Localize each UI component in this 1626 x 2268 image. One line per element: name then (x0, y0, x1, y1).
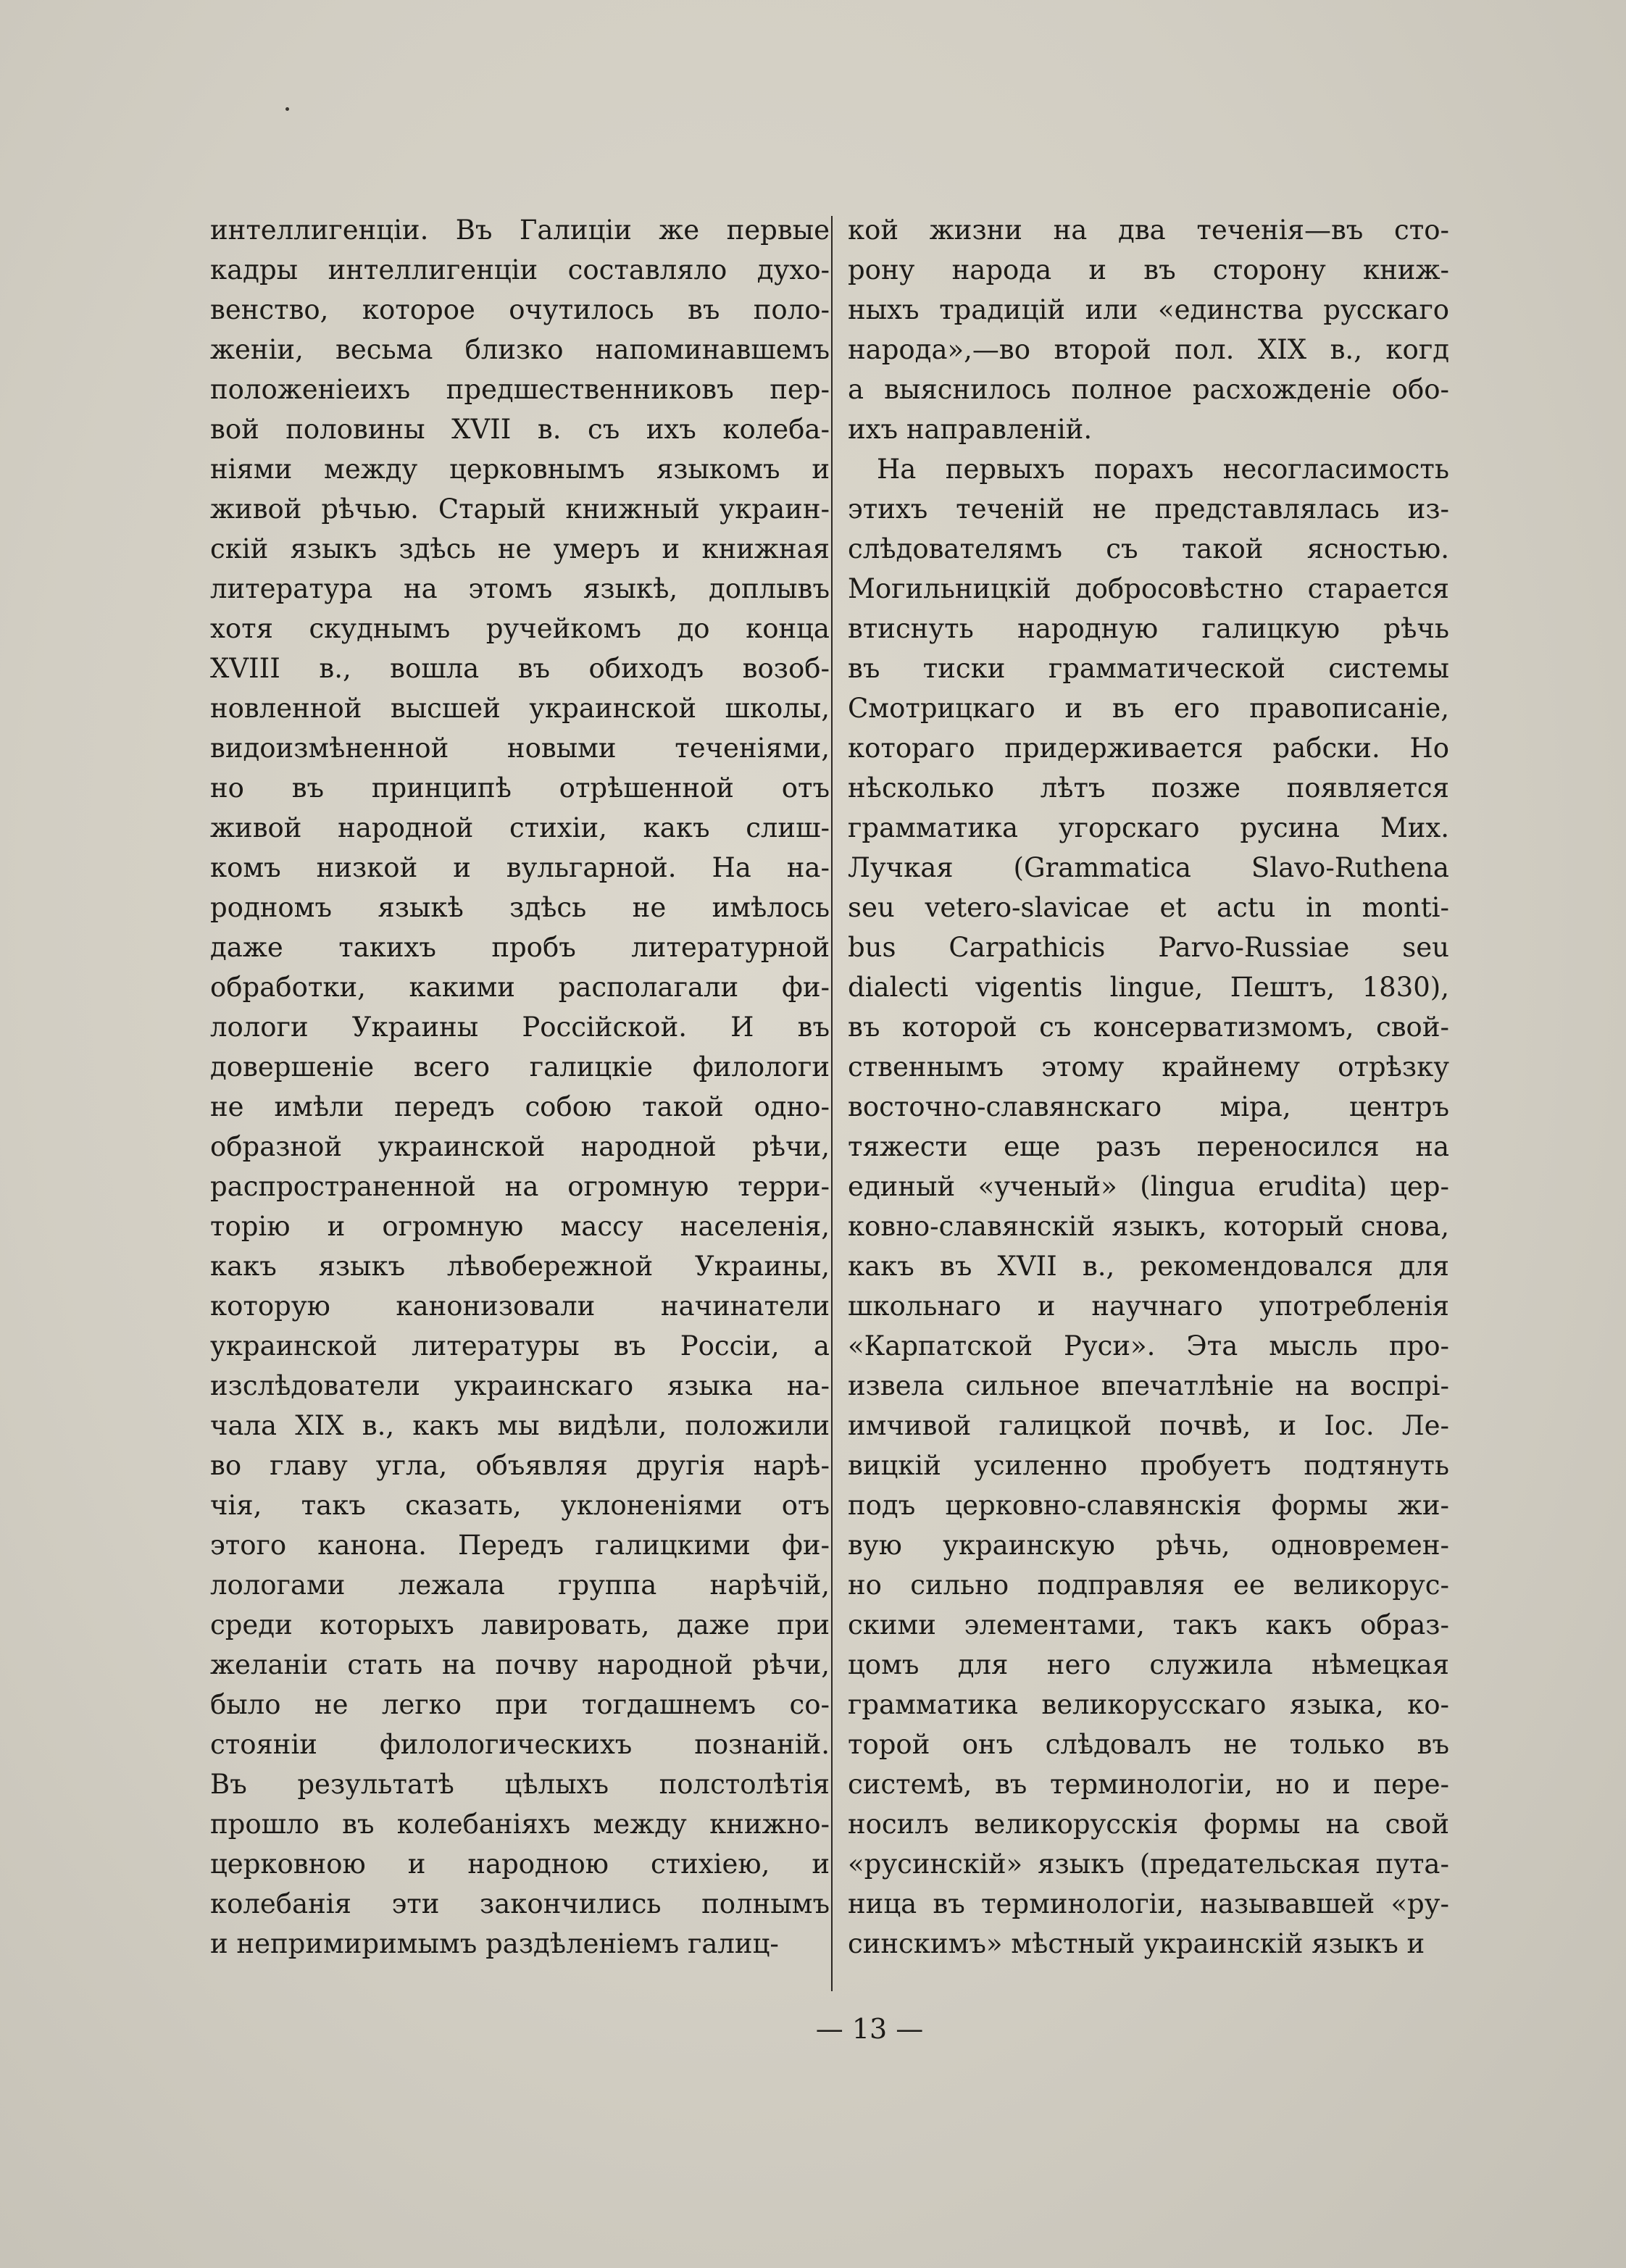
text-line: «Карпатской Руси». Эта мысль про- (848, 1330, 1449, 1362)
text-line: какъ въ XVII в., рекомендовался для (848, 1251, 1449, 1282)
text-line: церковною и народною стихіею, и (210, 1848, 830, 1880)
text-line: скій языкъ здѣсь не умеръ и книжная (210, 533, 830, 564)
text-line: торію и огромную массу населенія, (210, 1211, 830, 1242)
text-line: новленной высшей украинской школы, (210, 693, 830, 724)
text-line: ихъ направленій. (848, 414, 1093, 445)
text-line: хотя скуднымъ ручейкомъ до конца (210, 613, 830, 644)
text-line: этихъ теченій не представлялась из- (848, 493, 1449, 525)
text-line: имчивой галицкой почвѣ, и Іос. Ле- (848, 1410, 1449, 1441)
text-line: обработки, какими располагали фи- (210, 972, 830, 1003)
text-line: цомъ для него служила нѣмецкая (848, 1649, 1449, 1680)
text-line: и непримиримымъ раздѣленіемъ галиц- (210, 1928, 779, 1959)
text-line: ніями между церковнымъ языкомъ и (210, 454, 830, 485)
text-line: не имѣли передъ собою такой одно- (210, 1091, 830, 1122)
text-line: было не легко при тогдашнемъ со- (210, 1689, 830, 1720)
text-line: ственнымъ этому крайнему отрѣзку (848, 1051, 1449, 1083)
text-line: во главу угла, объявляя другія нарѣ- (210, 1450, 830, 1481)
text-line: seu vetero-slavicae et actu in monti- (848, 892, 1449, 923)
text-line: венство, которое очутилось въ поло- (210, 294, 830, 325)
text-line: рону народа и въ сторону книж- (848, 254, 1449, 285)
text-line: изслѣдователи украинскаго языка на- (210, 1370, 830, 1401)
text-line: bus Carpathicis Parvo-Russiae seu (848, 932, 1449, 963)
text-line: интеллигенціи. Въ Галиціи же первые (210, 214, 830, 246)
text-line: образной украинской народной рѣчи, (210, 1131, 830, 1162)
text-line: чія, такъ сказать, уклоненіями отъ (210, 1490, 830, 1521)
text-line: этого канона. Передъ галицкими фи- (210, 1530, 830, 1561)
text-line: школьнаго и научнаго употребленія (848, 1291, 1449, 1322)
left-text-column (210, 210, 830, 1964)
text-line: кадры интеллигенціи составляло духо- (210, 254, 830, 285)
text-line: XVIII в., вошла въ обиходъ возоб- (210, 653, 830, 684)
text-line: народа»,—во второй пол. XIX в., когд (848, 334, 1449, 365)
text-line: среди которыхъ лавировать, даже при (210, 1609, 830, 1640)
text-line: въ которой съ консерватизмомъ, свой- (848, 1012, 1449, 1043)
text-line: литература на этомъ языкѣ, доплывъ (210, 573, 830, 604)
text-line: какъ языкъ лѣвобережной Украины, (210, 1251, 830, 1282)
text-line: подъ церковно-славянскія формы жи- (848, 1490, 1449, 1521)
text-line: вую украинскую рѣчь, одновремен- (848, 1530, 1449, 1561)
text-line: слѣдователямъ съ такой ясностью. (848, 533, 1449, 564)
text-line: ныхъ традицій или «единства русскаго (848, 294, 1449, 325)
text-line: даже такихъ пробъ литературной (210, 932, 830, 963)
text-line: а выяснилось полное расхожденіе обо- (848, 374, 1449, 405)
text-line: скими элементами, такъ какъ образ- (848, 1609, 1449, 1640)
text-line: извела сильное впечатлѣніе на воспрі- (848, 1370, 1449, 1401)
text-line: Смотрицкаго и въ его правописаніе, (848, 693, 1449, 724)
text-line: грамматика угорскаго русина Мих. (848, 812, 1449, 843)
text-line: котораго придерживается рабски. Но (848, 733, 1449, 764)
text-line: втиснуть народную галицкую рѣчь (848, 613, 1449, 644)
text-line: желаніи стать на почву народной рѣчи, (210, 1649, 830, 1680)
text-line: прошло въ колебаніяхъ между книжно- (210, 1809, 830, 1840)
text-line: dialecti vigentis lingue, Пештъ, 1830), (848, 972, 1449, 1003)
text-line: синскимъ» мѣстный украинскій языкъ и (848, 1928, 1425, 1959)
text-line: грамматика великорусскаго языка, ко- (848, 1689, 1449, 1720)
right-text-column (848, 210, 1449, 1964)
text-line: нѣсколько лѣтъ позже появляется (848, 772, 1449, 804)
text-line: системѣ, въ терминологіи, но и пере- (848, 1769, 1449, 1800)
text-line: вицкій усиленно пробуетъ подтянуть (848, 1450, 1449, 1481)
text-line: ница въ терминологіи, называвшей «ру- (848, 1888, 1449, 1919)
text-line: украинской литературы въ Россіи, а (210, 1330, 830, 1362)
text-line: живой рѣчью. Старый книжный украин- (210, 493, 830, 525)
text-line: кой жизни на два теченія—въ сто- (848, 214, 1449, 246)
text-line: тяжести еще разъ переносился на (848, 1131, 1449, 1162)
text-line: которую канонизовали начинатели (210, 1291, 830, 1322)
paper-speck (285, 107, 289, 111)
text-line: носилъ великорусскія формы на свой (848, 1809, 1449, 1840)
text-line: стояніи филологическихъ познаній. (210, 1729, 830, 1760)
text-line: чала XIX в., какъ мы видѣли, положили (210, 1410, 830, 1441)
text-line: восточно-славянскаго міра, центръ (848, 1091, 1449, 1122)
text-line: комъ низкой и вульгарной. На на- (210, 852, 830, 883)
text-line: распространенной на огромную терри- (210, 1171, 830, 1202)
text-line: «русинскій» языкъ (предательская пута- (848, 1848, 1449, 1880)
text-line: вой половины XVII в. съ ихъ колеба- (210, 414, 830, 445)
text-line: единый «ученый» (lingua erudita) цер- (848, 1171, 1449, 1202)
text-line: лологи Украины Россійской. И въ (210, 1012, 830, 1043)
text-line: но сильно подправляя ее великорус- (848, 1569, 1449, 1601)
text-line: родномъ языкѣ здѣсь не имѣлось (210, 892, 830, 923)
text-line: въ тиски грамматической системы (848, 653, 1449, 684)
text-line: Въ результатѣ цѣлыхъ полстолѣтія (210, 1769, 830, 1800)
text-line: торой онъ слѣдовалъ не только въ (848, 1729, 1449, 1760)
text-line: видоизмѣненной новыми теченіями, (210, 733, 830, 764)
text-line: На первыхъ порахъ несогласимость (877, 454, 1449, 485)
text-line: женіи, весьма близко напоминавшемъ (210, 334, 830, 365)
text-line: Лучкая (Grammatica Slavo-Ruthena (848, 852, 1449, 883)
text-line: но въ принципѣ отрѣшенной отъ (210, 772, 830, 804)
text-line: ковно-славянскій языкъ, который снова, (848, 1211, 1449, 1242)
column-divider (831, 216, 833, 1991)
page-number: — 13 — (815, 2013, 924, 2045)
text-line: лологами лежала группа нарѣчій, (210, 1569, 830, 1601)
text-line: колебанія эти закончились полнымъ (210, 1888, 830, 1919)
text-line: Могильницкій добросовѣстно старается (848, 573, 1449, 604)
text-line: положеніеихъ предшественниковъ пер- (210, 374, 830, 405)
text-line: довершеніе всего галицкіе филологи (210, 1051, 830, 1083)
text-line: живой народной стихіи, какъ слиш- (210, 812, 830, 843)
